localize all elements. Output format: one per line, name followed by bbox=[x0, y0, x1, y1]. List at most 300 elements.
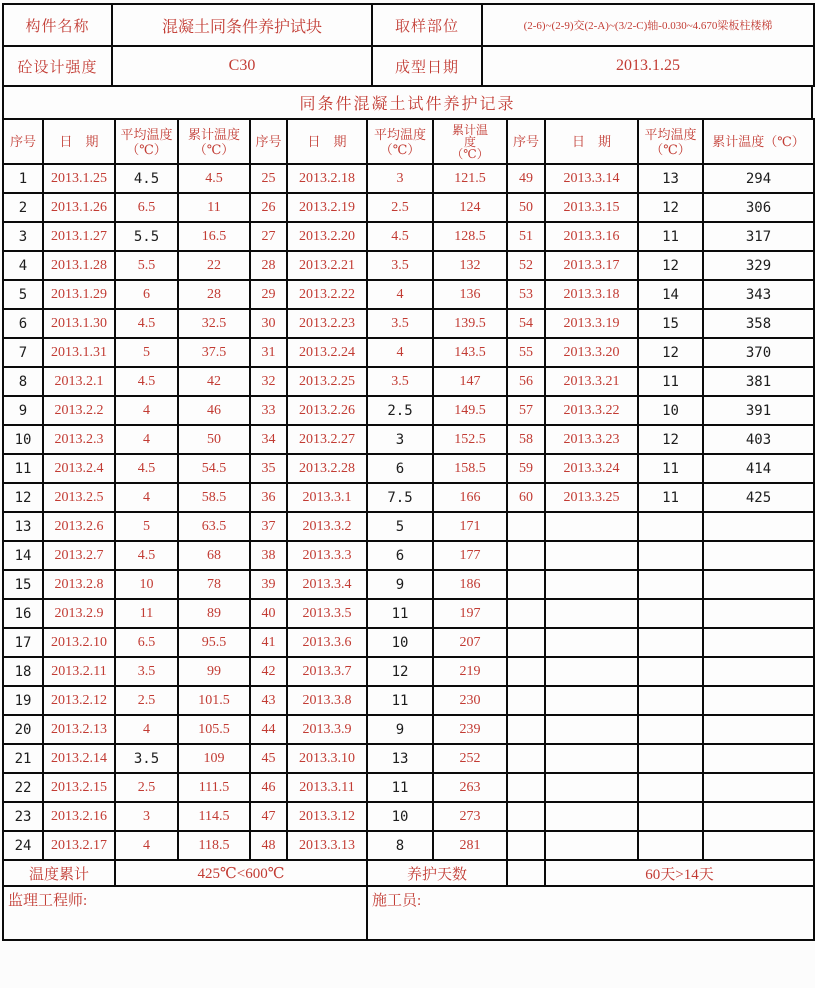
header-cum-temp-3: 累计温度（℃） bbox=[703, 119, 814, 164]
record-cell bbox=[703, 744, 814, 773]
header-cum2-line3: （℃） bbox=[451, 146, 489, 161]
record-cell: 51 bbox=[507, 222, 545, 251]
record-cell: 49 bbox=[507, 164, 545, 193]
record-cell: 6.5 bbox=[115, 628, 178, 657]
record-cell: 54 bbox=[507, 309, 545, 338]
record-cell: 186 bbox=[433, 570, 507, 599]
record-cell: 2013.2.27 bbox=[287, 425, 367, 454]
record-cell: 273 bbox=[433, 802, 507, 831]
record-cell: 29 bbox=[250, 280, 287, 309]
record-cell: 425 bbox=[703, 483, 814, 512]
record-cell: 171 bbox=[433, 512, 507, 541]
header-avg-line2: （℃） bbox=[126, 141, 167, 157]
record-cell: 3 bbox=[3, 222, 43, 251]
record-cell bbox=[703, 802, 814, 831]
record-cell bbox=[545, 541, 638, 570]
record-cell: 20 bbox=[3, 715, 43, 744]
record-cell: 5 bbox=[115, 338, 178, 367]
record-cell: 2013.2.26 bbox=[287, 396, 367, 425]
record-cell: 136 bbox=[433, 280, 507, 309]
record-cell bbox=[545, 570, 638, 599]
record-cell: 28 bbox=[178, 280, 250, 309]
record-cell bbox=[703, 628, 814, 657]
temp-total-label: 温度累计 bbox=[3, 860, 115, 886]
record-cell: 78 bbox=[178, 570, 250, 599]
record-cell: 31 bbox=[250, 338, 287, 367]
table-row bbox=[3, 193, 814, 222]
record-cell bbox=[638, 773, 703, 802]
record-cell: 32.5 bbox=[178, 309, 250, 338]
record-cell: 2013.2.21 bbox=[287, 251, 367, 280]
record-cell: 58 bbox=[507, 425, 545, 454]
record-cell bbox=[507, 628, 545, 657]
record-cell: 391 bbox=[703, 396, 814, 425]
temp-total-value: 425℃<600℃ bbox=[115, 860, 367, 886]
record-cell: 4 bbox=[115, 425, 178, 454]
record-header bbox=[3, 119, 814, 164]
record-cell bbox=[507, 570, 545, 599]
record-cell: 132 bbox=[433, 251, 507, 280]
record-cell: 5.5 bbox=[115, 222, 178, 251]
record-cell: 2013.1.30 bbox=[43, 309, 115, 338]
record-cell: 59 bbox=[507, 454, 545, 483]
record-cell: 46 bbox=[178, 396, 250, 425]
record-cell: 3 bbox=[115, 802, 178, 831]
record-cell: 2013.3.1 bbox=[287, 483, 367, 512]
header-date-2: 日 期 bbox=[287, 119, 367, 164]
record-cell bbox=[507, 686, 545, 715]
record-cell: 11 bbox=[178, 193, 250, 222]
header-date-1: 日 期 bbox=[43, 119, 115, 164]
table-row bbox=[3, 367, 814, 396]
record-cell: 3.5 bbox=[115, 657, 178, 686]
record-cell: 381 bbox=[703, 367, 814, 396]
curing-days-value: 60天>14天 bbox=[545, 860, 814, 886]
record-cell: 17 bbox=[3, 628, 43, 657]
record-cell bbox=[507, 715, 545, 744]
record-cell: 25 bbox=[250, 164, 287, 193]
header-avg-line2: （℃） bbox=[379, 141, 421, 157]
record-cell: 22 bbox=[3, 773, 43, 802]
record-cell: 9 bbox=[367, 715, 433, 744]
record-cell bbox=[545, 744, 638, 773]
record-cell: 99 bbox=[178, 657, 250, 686]
record-cell: 15 bbox=[3, 570, 43, 599]
record-cell: 5 bbox=[3, 280, 43, 309]
header-cum-temp-2 bbox=[433, 119, 507, 164]
header-seq-1: 序号 bbox=[3, 119, 43, 164]
record-cell: 414 bbox=[703, 454, 814, 483]
record-cell bbox=[507, 802, 545, 831]
record-cell: 11 bbox=[638, 483, 703, 512]
table-row bbox=[3, 222, 814, 251]
record-cell: 2013.3.5 bbox=[287, 599, 367, 628]
record-cell: 166 bbox=[433, 483, 507, 512]
record-cell: 4.5 bbox=[115, 541, 178, 570]
record-cell: 4.5 bbox=[178, 164, 250, 193]
table-row bbox=[3, 454, 814, 483]
record-cell: 22 bbox=[178, 251, 250, 280]
table-row bbox=[3, 425, 814, 454]
header-avg-temp-2 bbox=[367, 119, 433, 164]
record-cell: 8 bbox=[3, 367, 43, 396]
header-seq-2: 序号 bbox=[250, 119, 287, 164]
record-cell bbox=[638, 831, 703, 860]
header-date-3: 日 期 bbox=[545, 119, 638, 164]
record-cell: 57 bbox=[507, 396, 545, 425]
record-cell bbox=[507, 541, 545, 570]
record-cell: 114.5 bbox=[178, 802, 250, 831]
record-cell: 7.5 bbox=[367, 483, 433, 512]
info-row-component bbox=[3, 4, 814, 46]
record-cell: 158.5 bbox=[433, 454, 507, 483]
record-cell: 12 bbox=[638, 425, 703, 454]
record-rows bbox=[3, 164, 814, 860]
record-cell bbox=[545, 773, 638, 802]
record-cell: 2013.3.9 bbox=[287, 715, 367, 744]
design-strength-label: 砼设计强度 bbox=[3, 46, 112, 86]
record-cell bbox=[703, 541, 814, 570]
info-row-strength bbox=[3, 46, 814, 86]
record-cell: 2013.2.18 bbox=[287, 164, 367, 193]
header-cum2-line1: 累计温 bbox=[451, 122, 488, 137]
record-cell: 26 bbox=[250, 193, 287, 222]
record-cell bbox=[545, 715, 638, 744]
record-cell: 2013.2.4 bbox=[43, 454, 115, 483]
record-cell: 2013.3.22 bbox=[545, 396, 638, 425]
record-cell: 15 bbox=[638, 309, 703, 338]
record-cell: 6 bbox=[115, 280, 178, 309]
record-cell bbox=[545, 512, 638, 541]
record-cell: 16 bbox=[3, 599, 43, 628]
record-cell: 343 bbox=[703, 280, 814, 309]
header-cum2-line2: 度 bbox=[463, 134, 476, 149]
record-cell: 23 bbox=[3, 802, 43, 831]
record-cell: 2013.3.4 bbox=[287, 570, 367, 599]
record-cell: 2013.2.13 bbox=[43, 715, 115, 744]
record-cell: 1 bbox=[3, 164, 43, 193]
record-cell: 5 bbox=[115, 512, 178, 541]
record-cell: 35 bbox=[250, 454, 287, 483]
record-cell bbox=[507, 512, 545, 541]
record-cell: 10 bbox=[638, 396, 703, 425]
record-cell: 4.5 bbox=[115, 367, 178, 396]
record-cell: 263 bbox=[433, 773, 507, 802]
curing-days-label: 养护天数 bbox=[367, 860, 507, 886]
record-cell: 139.5 bbox=[433, 309, 507, 338]
table-row bbox=[3, 396, 814, 425]
component-name-value: 混凝土同条件养护试块 bbox=[112, 4, 372, 46]
record-cell: 11 bbox=[367, 773, 433, 802]
record-cell: 219 bbox=[433, 657, 507, 686]
record-cell: 47 bbox=[250, 802, 287, 831]
record-cell: 2013.3.2 bbox=[287, 512, 367, 541]
record-cell: 28 bbox=[250, 251, 287, 280]
record-cell: 41 bbox=[250, 628, 287, 657]
record-cell: 46 bbox=[250, 773, 287, 802]
record-cell: 2013.3.8 bbox=[287, 686, 367, 715]
record-cell: 14 bbox=[3, 541, 43, 570]
record-cell bbox=[638, 657, 703, 686]
record-cell: 27 bbox=[250, 222, 287, 251]
record-cell: 42 bbox=[178, 367, 250, 396]
record-cell: 13 bbox=[367, 744, 433, 773]
record-cell: 329 bbox=[703, 251, 814, 280]
record-cell bbox=[507, 773, 545, 802]
record-cell: 68 bbox=[178, 541, 250, 570]
table-row bbox=[3, 541, 814, 570]
record-cell: 2013.2.3 bbox=[43, 425, 115, 454]
header-avg-line1: 平均温度 bbox=[644, 126, 697, 142]
table-row bbox=[3, 338, 814, 367]
record-cell: 12 bbox=[638, 193, 703, 222]
record-cell: 128.5 bbox=[433, 222, 507, 251]
table-row bbox=[3, 280, 814, 309]
record-cell: 109 bbox=[178, 744, 250, 773]
record-cell: 2013.2.24 bbox=[287, 338, 367, 367]
record-cell: 39 bbox=[250, 570, 287, 599]
record-cell: 11 bbox=[115, 599, 178, 628]
record-cell: 124 bbox=[433, 193, 507, 222]
record-cell: 4.5 bbox=[115, 454, 178, 483]
record-cell: 21 bbox=[3, 744, 43, 773]
record-cell: 4.5 bbox=[367, 222, 433, 251]
header-cum-temp-1 bbox=[178, 119, 250, 164]
record-cell: 2013.3.23 bbox=[545, 425, 638, 454]
design-strength-value: C30 bbox=[112, 46, 372, 86]
record-cell: 2013.1.25 bbox=[43, 164, 115, 193]
record-cell bbox=[703, 715, 814, 744]
supervisor-signature-label: 监理工程师: bbox=[3, 886, 367, 940]
record-cell: 2013.3.16 bbox=[545, 222, 638, 251]
record-cell: 6 bbox=[367, 541, 433, 570]
record-cell: 16.5 bbox=[178, 222, 250, 251]
record-cell: 10 bbox=[3, 425, 43, 454]
record-cell: 7 bbox=[3, 338, 43, 367]
builder-signature-label: 施工员: bbox=[367, 886, 814, 940]
record-cell: 2013.2.8 bbox=[43, 570, 115, 599]
table-row bbox=[3, 744, 814, 773]
record-cell: 143.5 bbox=[433, 338, 507, 367]
record-cell bbox=[507, 744, 545, 773]
record-cell: 34 bbox=[250, 425, 287, 454]
table-row bbox=[3, 512, 814, 541]
record-cell: 197 bbox=[433, 599, 507, 628]
record-cell: 2013.2.14 bbox=[43, 744, 115, 773]
record-cell: 89 bbox=[178, 599, 250, 628]
record-cell: 5.5 bbox=[115, 251, 178, 280]
record-cell: 60 bbox=[507, 483, 545, 512]
record-cell bbox=[703, 657, 814, 686]
header-avg-temp-3 bbox=[638, 119, 703, 164]
record-cell: 2.5 bbox=[115, 686, 178, 715]
record-cell bbox=[638, 570, 703, 599]
record-cell: 152.5 bbox=[433, 425, 507, 454]
record-cell bbox=[638, 715, 703, 744]
record-cell: 45 bbox=[250, 744, 287, 773]
record-cell: 24 bbox=[3, 831, 43, 860]
record-cell bbox=[507, 599, 545, 628]
record-cell: 2013.3.18 bbox=[545, 280, 638, 309]
summary-empty-cell bbox=[507, 860, 545, 886]
record-cell: 50 bbox=[178, 425, 250, 454]
record-cell: 2013.2.11 bbox=[43, 657, 115, 686]
record-cell: 48 bbox=[250, 831, 287, 860]
header-cum1-line1: 累计温度 bbox=[187, 126, 240, 142]
record-cell: 2013.2.5 bbox=[43, 483, 115, 512]
record-cell: 3.5 bbox=[367, 251, 433, 280]
molding-date-label: 成型日期 bbox=[372, 46, 482, 86]
record-cell: 2013.3.7 bbox=[287, 657, 367, 686]
table-row bbox=[3, 657, 814, 686]
record-cell: 2.5 bbox=[115, 773, 178, 802]
record-cell: 111.5 bbox=[178, 773, 250, 802]
record-cell: 2013.2.1 bbox=[43, 367, 115, 396]
title-bar bbox=[2, 85, 813, 120]
header-seq-3: 序号 bbox=[507, 119, 545, 164]
record-cell: 63.5 bbox=[178, 512, 250, 541]
record-cell: 56 bbox=[507, 367, 545, 396]
sampling-location-label: 取样部位 bbox=[372, 4, 482, 46]
record-cell: 403 bbox=[703, 425, 814, 454]
record-cell: 3 bbox=[367, 164, 433, 193]
record-cell: 30 bbox=[250, 309, 287, 338]
record-footer bbox=[3, 860, 814, 940]
record-cell bbox=[507, 657, 545, 686]
record-cell: 11 bbox=[638, 222, 703, 251]
record-cell: 3.5 bbox=[367, 309, 433, 338]
record-cell bbox=[638, 512, 703, 541]
table-row bbox=[3, 599, 814, 628]
record-cell: 2013.3.24 bbox=[545, 454, 638, 483]
record-cell: 2013.3.14 bbox=[545, 164, 638, 193]
molding-date-value: 2013.1.25 bbox=[482, 46, 814, 86]
record-cell bbox=[507, 831, 545, 860]
record-cell: 11 bbox=[638, 367, 703, 396]
table-row bbox=[3, 715, 814, 744]
record-cell: 4 bbox=[367, 280, 433, 309]
record-cell: 11 bbox=[367, 599, 433, 628]
table-row bbox=[3, 773, 814, 802]
record-cell: 12 bbox=[367, 657, 433, 686]
record-cell: 2013.3.10 bbox=[287, 744, 367, 773]
record-cell: 2013.2.15 bbox=[43, 773, 115, 802]
summary-row bbox=[3, 860, 814, 886]
record-cell: 2013.2.19 bbox=[287, 193, 367, 222]
record-cell: 358 bbox=[703, 309, 814, 338]
record-cell: 52 bbox=[507, 251, 545, 280]
record-cell: 13 bbox=[638, 164, 703, 193]
record-cell: 2013.2.17 bbox=[43, 831, 115, 860]
record-cell: 2 bbox=[3, 193, 43, 222]
record-cell: 38 bbox=[250, 541, 287, 570]
table-row bbox=[3, 628, 814, 657]
record-cell: 370 bbox=[703, 338, 814, 367]
record-cell bbox=[703, 831, 814, 860]
info-table bbox=[2, 3, 815, 87]
record-cell: 10 bbox=[367, 628, 433, 657]
record-cell: 12 bbox=[638, 251, 703, 280]
record-cell: 6 bbox=[367, 454, 433, 483]
header-avg-line1: 平均温度 bbox=[373, 126, 426, 142]
record-cell: 18 bbox=[3, 657, 43, 686]
table-row bbox=[3, 802, 814, 831]
record-cell: 2013.3.6 bbox=[287, 628, 367, 657]
record-cell: 6 bbox=[3, 309, 43, 338]
record-cell: 42 bbox=[250, 657, 287, 686]
record-cell: 3 bbox=[367, 425, 433, 454]
record-cell: 2013.3.17 bbox=[545, 251, 638, 280]
record-cell: 2013.2.23 bbox=[287, 309, 367, 338]
record-cell: 2013.3.15 bbox=[545, 193, 638, 222]
record-cell: 55 bbox=[507, 338, 545, 367]
record-cell: 149.5 bbox=[433, 396, 507, 425]
record-cell: 4 bbox=[367, 338, 433, 367]
signature-row bbox=[3, 886, 814, 940]
record-cell: 230 bbox=[433, 686, 507, 715]
record-cell: 12 bbox=[638, 338, 703, 367]
record-cell: 4 bbox=[3, 251, 43, 280]
record-cell bbox=[638, 802, 703, 831]
table-row bbox=[3, 686, 814, 715]
record-cell: 2.5 bbox=[367, 193, 433, 222]
record-cell: 44 bbox=[250, 715, 287, 744]
record-cell: 2013.3.11 bbox=[287, 773, 367, 802]
record-cell bbox=[703, 512, 814, 541]
record-cell: 2013.3.12 bbox=[287, 802, 367, 831]
record-cell bbox=[703, 773, 814, 802]
record-cell: 36 bbox=[250, 483, 287, 512]
record-cell: 2013.2.7 bbox=[43, 541, 115, 570]
record-cell: 101.5 bbox=[178, 686, 250, 715]
record-cell bbox=[638, 744, 703, 773]
record-cell: 317 bbox=[703, 222, 814, 251]
record-cell: 3.5 bbox=[367, 367, 433, 396]
record-cell: 2013.1.26 bbox=[43, 193, 115, 222]
record-cell: 2013.2.2 bbox=[43, 396, 115, 425]
record-cell: 33 bbox=[250, 396, 287, 425]
record-cell: 2013.1.31 bbox=[43, 338, 115, 367]
record-cell: 10 bbox=[115, 570, 178, 599]
record-cell bbox=[545, 831, 638, 860]
table-row bbox=[3, 570, 814, 599]
sampling-location-value: (2-6)~(2-9)交(2-A)~(3/2-C)轴-0.030~4.670梁板柱楼梯 bbox=[482, 4, 814, 46]
record-cell: 239 bbox=[433, 715, 507, 744]
record-cell: 4.5 bbox=[115, 309, 178, 338]
component-name-label: 构件名称 bbox=[3, 4, 112, 46]
record-cell: 19 bbox=[3, 686, 43, 715]
table-row bbox=[3, 251, 814, 280]
record-cell: 2013.3.25 bbox=[545, 483, 638, 512]
record-cell: 4 bbox=[115, 483, 178, 512]
record-cell: 294 bbox=[703, 164, 814, 193]
record-cell: 37.5 bbox=[178, 338, 250, 367]
table-row bbox=[3, 309, 814, 338]
record-cell: 2013.2.12 bbox=[43, 686, 115, 715]
record-cell: 2013.3.19 bbox=[545, 309, 638, 338]
record-cell: 2013.2.20 bbox=[287, 222, 367, 251]
record-cell: 13 bbox=[3, 512, 43, 541]
record-cell: 37 bbox=[250, 512, 287, 541]
record-cell bbox=[703, 570, 814, 599]
record-cell: 105.5 bbox=[178, 715, 250, 744]
record-cell: 12 bbox=[3, 483, 43, 512]
record-cell: 2013.3.21 bbox=[545, 367, 638, 396]
record-cell: 10 bbox=[367, 802, 433, 831]
record-cell: 9 bbox=[3, 396, 43, 425]
record-cell bbox=[545, 628, 638, 657]
record-cell: 2013.2.25 bbox=[287, 367, 367, 396]
